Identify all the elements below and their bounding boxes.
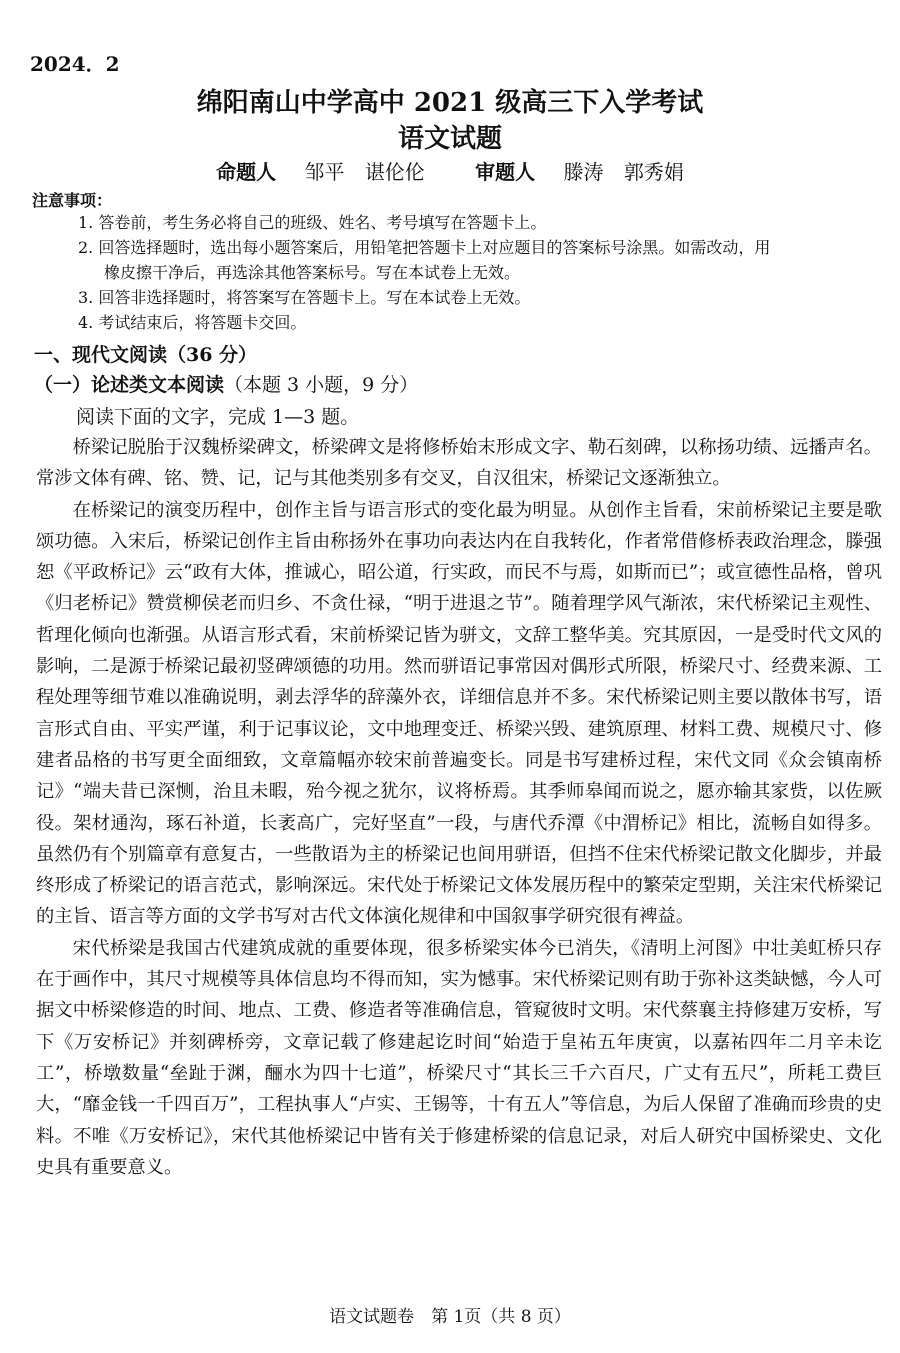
exam-subtitle: 语文试题 — [397, 124, 502, 154]
page-footer: 语文试题卷 第 1页（共 8 页） — [329, 1307, 571, 1327]
notice-item: 2. 回答选择题时，选出每小题答案后，用铅笔把答题卡上对应题目的答案标号涂黑。如需改动，用 — [78, 238, 771, 257]
passage-paragraph: 桥梁记脱胎于汉魏桥梁碑文，桥梁碑文是将修桥始末形成文字、勒石刻碑，以称扬功绩、远播声名。常涉文体有碑、铭、赞、记，记与其他类别多有交叉，自汉徂宋，桥梁记文逐渐独立。 — [36, 437, 882, 490]
notice-item: 4. 考试结束后，将答题卡交回。 — [78, 313, 307, 332]
passage-paragraph: 宋代桥梁是我国古代建筑成就的重要体现，很多桥梁实体今已消失，《清明上河图》中壮美虹桥只存在于画作中，其尺寸规模等具体信息均不得而知，实为憾事。宋代桥梁记则有助于弥补这类缺憾，今人可据文中桥梁修造的时间、地点、工费、修造者等准确信息，管窥彼时文明。宋代蔡襄主持修建万安桥，写下《万安桥记》并刻碑桥旁，文章记载了修建起讫时间“始造于皇祐五年庚寅，以嘉祐四年二月辛未讫工”，桥墩数量“垒趾于渊，酾水为四十七道”，桥梁尺寸“其长三千六百尺，广丈有五尺”，所耗工费巨大，“靡金钱一千四百万”，工程执事人“卢实、王锡等，十有五人”等信息，为后人保留了准确而珍贵的史料。不唯《万安桥记》，宋代其他桥梁记中皆有关于修建桥梁的信息记录，对后人研究中国桥梁史、文化史具有重要意义。 — [36, 937, 882, 1178]
reading-instruction: 阅读下面的文字，完成 1—3 题。 — [76, 406, 360, 428]
section-heading: 一、现代文阅读（36 分） — [34, 344, 258, 366]
reviewer-label: 审题人 — [475, 160, 536, 184]
subsection-heading — [34, 370, 418, 397]
passage — [36, 432, 882, 1183]
notice-item: 1. 答卷前，考生务必将自己的班级、姓名、考号填写在答题卡上。 — [78, 213, 547, 232]
passage-paragraph: 在桥梁记的演变历程中，创作主旨与语言形式的变化最为明显。从创作主旨看，宋前桥梁记主要是歌颂功德。入宋后，桥梁记创作主旨由称扬外在事功向表达内在自我转化，作者常借修桥表政治理念，滕强恕《平政桥记》云“政有大体，推诚心，昭公道，行实政，而民不与焉，如斯而已”；或宣德性品格，曾巩《归老桥记》赞赏柳侯老而归乡、不贪仕禄，“明于进退之节”。随着理学风气渐浓，宋代桥梁记主观性、哲理化倾向也渐强。从语言形式看，宋前桥梁记皆为骈文，文辞工整华美。究其原因，一是受时代文风的影响，二是源于桥梁记最初竖碑颂德的功用。然而骈语记事常因对偶形式所限，桥梁尺寸、经费来源、工程处理等细节难以准确说明，剥去浮华的辞藻外衣，详细信息并不多。宋代桥梁记则主要以散体书写，语言形式自由、平实严谨，利于记事议论，文中地理变迁、桥梁兴毁、建筑原理、材料工费、规模尺寸、修建者品格的书写更全面细致，文章篇幅亦较宋前普遍变长。同是书写建桥过程，宋代文同《众会镇南桥记》“端夫昔已深恻，治且未暇，殆今视之犹尔，议将桥焉。其季师皋闻而说之，愿亦输其家赀，以佐厥役。架材通沟，琢石补道，长袤高广，完好坚直”一段，与唐代乔潭《中渭桥记》相比，流畅自如得多。虽然仍有个别篇章有意复古，一些散语为主的桥梁记也间用骈语，但挡不住宋代桥梁记散文化脚步，并最终形成了桥梁记的语言范式，影响深远。宋代处于桥梁记文体发展历程中的繁荣定型期，关注宋代桥梁记的主旨、语言等方面的文学书写对古代文体演化规律和中国叙事学研究很有裨益。 — [36, 499, 882, 928]
subsection-title: （一）论述类文本阅读 — [34, 374, 225, 396]
exam-title: 绵阳南山中学高中 2021 级高三下入学考试 — [196, 88, 704, 118]
reviewer-name: 滕涛 — [563, 160, 604, 184]
notice-heading: 注意事项： — [32, 191, 113, 210]
reviewer-name: 郭秀娟 — [623, 160, 684, 184]
notice-item: 3. 回答非选择题时，将答案写在答题卡上。写在本试卷上无效。 — [78, 288, 531, 307]
setter-name: 谌伦伦 — [364, 160, 425, 184]
notice-list — [78, 210, 890, 335]
setter-name: 邹平 — [304, 160, 345, 184]
authors-line — [0, 156, 900, 185]
subsection-note: （本题 3 小题，9 分） — [224, 374, 419, 396]
setter-label: 命题人 — [216, 160, 277, 184]
exam-date: 2024．2 — [30, 52, 120, 76]
notice-item-continued: 橡皮擦干净后，再选涂其他答案标号。写在本试卷上无效。 — [104, 263, 521, 282]
